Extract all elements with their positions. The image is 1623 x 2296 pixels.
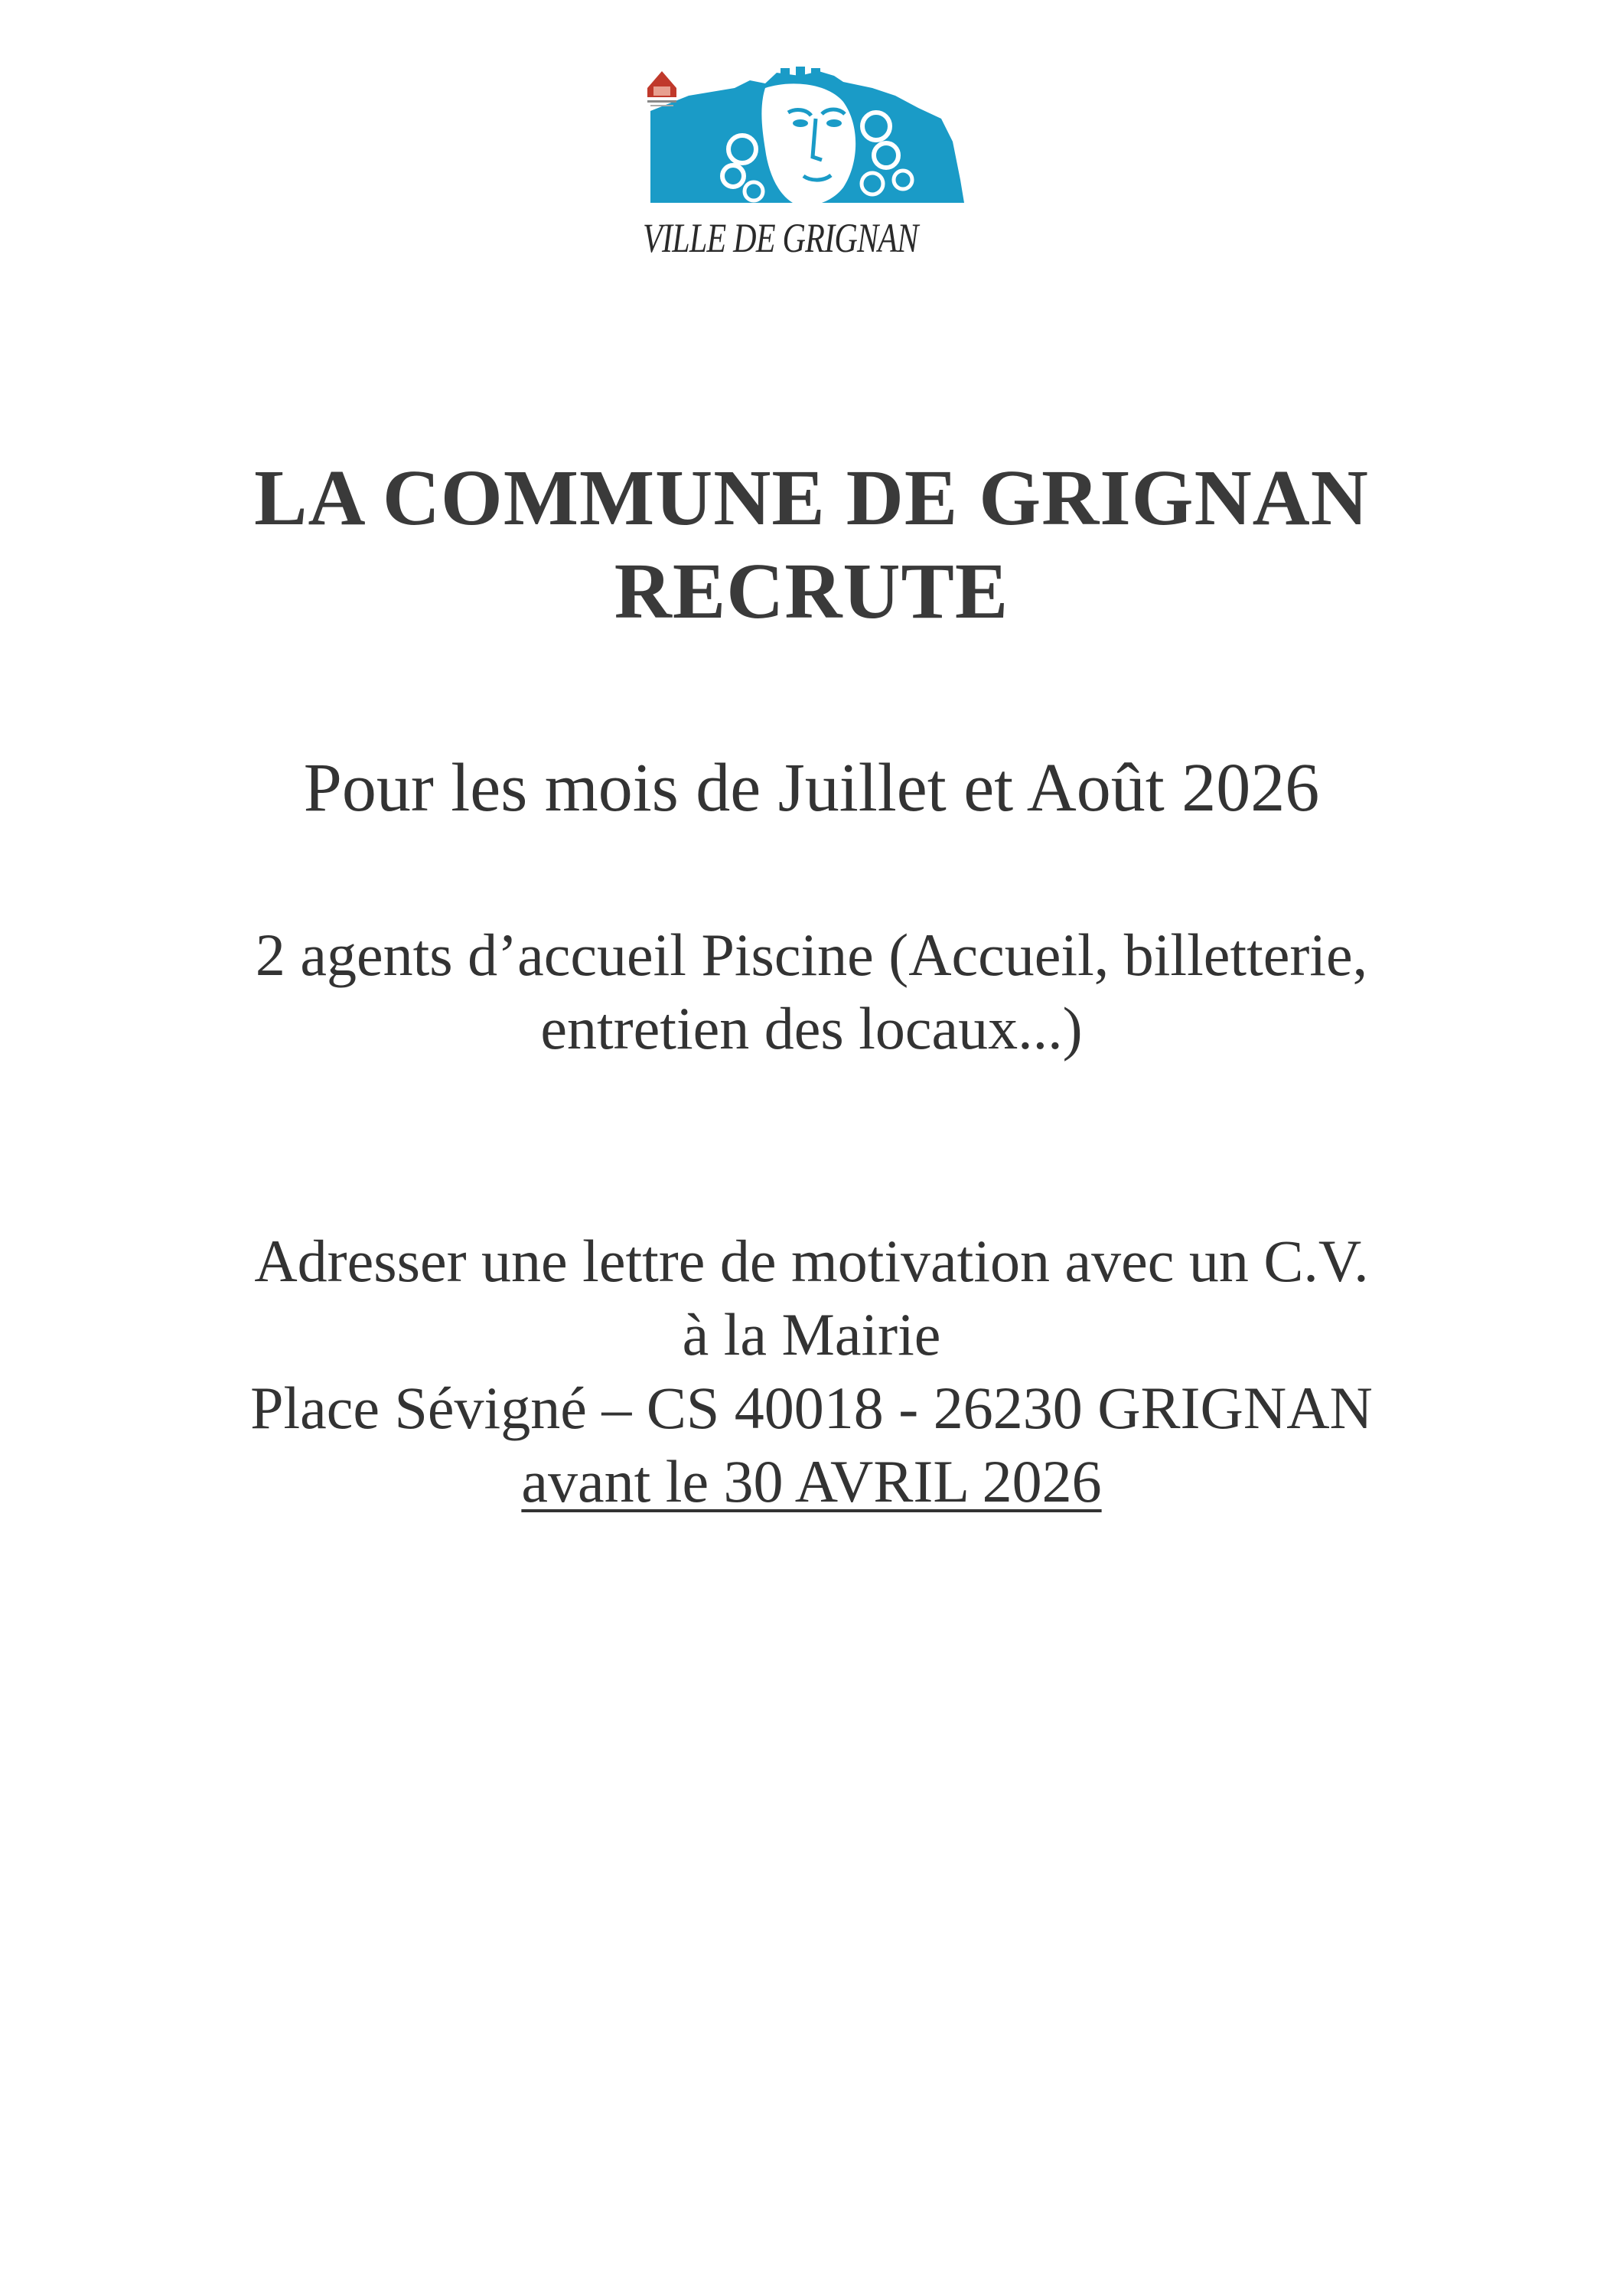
logo-text: VILLE DE GRIGNAN — [643, 215, 918, 261]
ville-de-grignan-logo — [643, 65, 995, 279]
title-line-1: LA COMMUNE DE GRIGNAN — [254, 454, 1369, 542]
period-heading: Pour les mois de Juillet et Août 2026 — [303, 750, 1320, 826]
contact-line-1: Adresser une lettre de motivation avec un C.V. — [254, 1228, 1369, 1294]
contact-line-2: à la Mairie — [682, 1301, 941, 1368]
contact-address: Place Sévigné – CS 40018 - 26230 GRIGNAN — [250, 1375, 1373, 1441]
positions-line-2: entretien des locaux...) — [540, 995, 1083, 1062]
positions-line-1: 2 agents d’accueil Piscine (Accueil, billetterie, — [255, 921, 1368, 988]
plus-beaux-villages-badge-icon — [643, 65, 681, 111]
page-title — [0, 452, 1623, 638]
title-line-2: RECRUTE — [614, 547, 1009, 635]
deadline-text: avant le 30 AVRIL 2026 — [521, 1448, 1102, 1515]
face-emblem-icon — [643, 65, 995, 218]
positions-description — [0, 918, 1623, 1065]
application-instructions — [0, 1225, 1623, 1518]
